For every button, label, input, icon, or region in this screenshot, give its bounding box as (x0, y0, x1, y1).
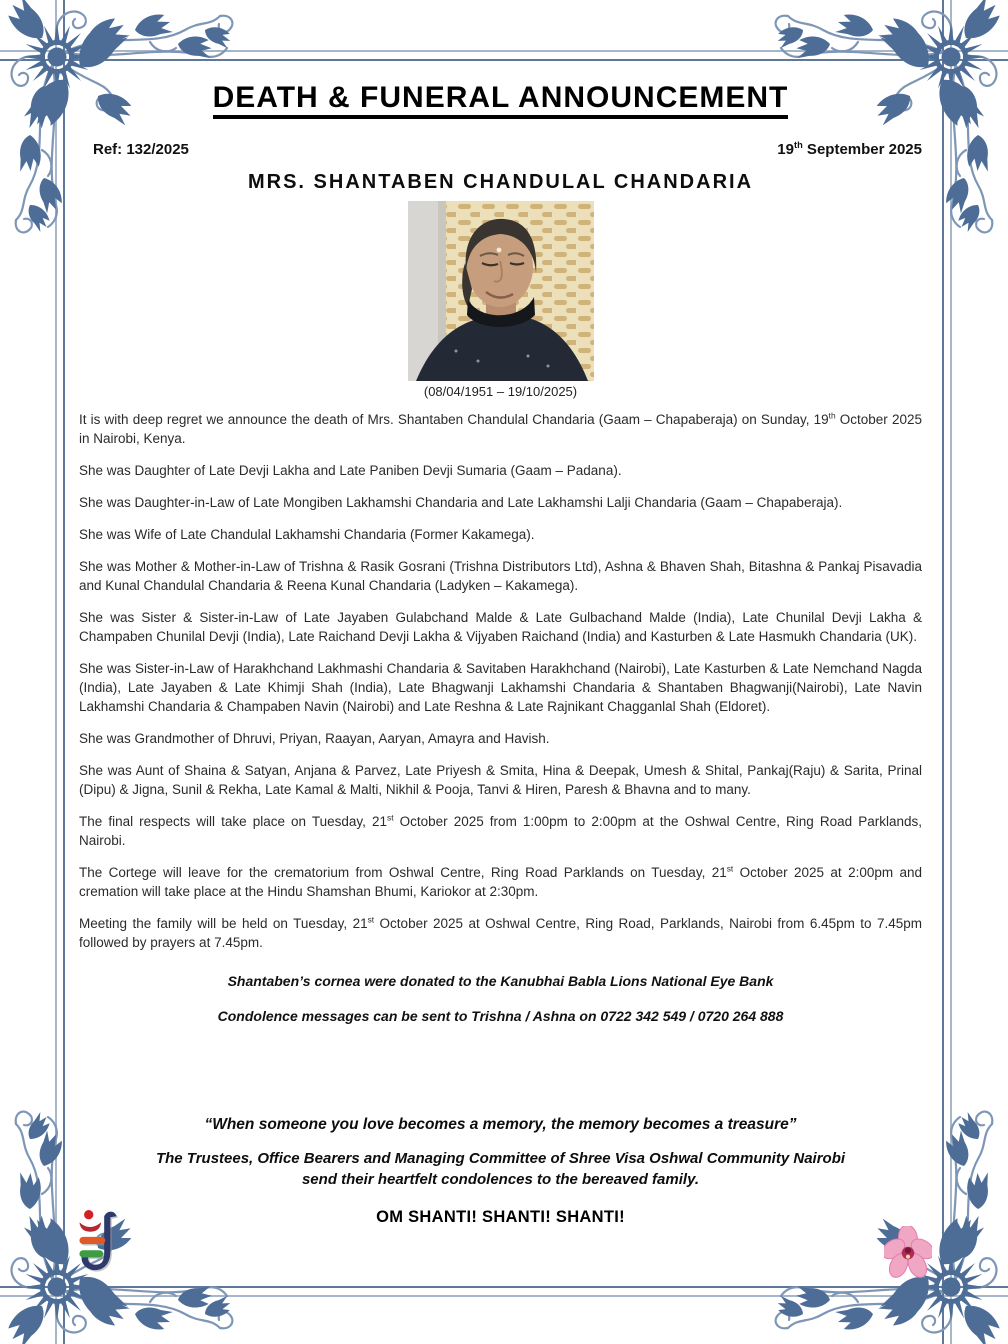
paragraph: She was Sister & Sister-in-Law of Late Jayaben Gulabchand Malde & Late Gulbachand Malde (India), Late Chunilal Devji Lakha & Champaben Chunilal Devji (India), Late Raichand Devji Lakha & Vijyaben Raichand (India) and Kasturben & Late Hasmukh Chandaria (UK). (79, 609, 922, 644)
body-paragraphs (79, 410, 922, 952)
photo-caption: (08/04/1951 – 19/10/2025) (423, 383, 578, 399)
paragraph: She was Mother & Mother-in-Law of Trishna & Rasik Gosrani (Trishna Distributors Ltd), Ashna & Bhaven Shah, Bitashna & Pankaj Pisavadia and Kunal Chandulal Chandaria & Reena Kunal Chandaria (Ladyken – Kakamega). (79, 558, 922, 593)
paragraph: She was Daughter of Late Devji Lakha and Late Paniben Devji Sumaria (Gaam – Padana). (79, 462, 622, 478)
paragraph: The final respects will take place on Tuesday, 21st October 2025 from 1:00pm to 2:00pm at the Oshwal Centre, Ring Road Parklands, Nairobi. (79, 812, 923, 848)
reference-number: Ref: 132/2025 (93, 140, 189, 158)
paragraph: She was Sister-in-Law of Harakhchand Lakhmashi Chandaria & Savitaben Harakhchand (Nairobi), Late Kasturben & Late Nemchand Nagda (India), Late Jayaben & Late Khimji Shah (India), Late Bhagwanji Lakhamshi Chandaria & Shantaben Bhagwanji(Nairobi), Late Navin Lakhamshi Chandaria & Champaben Navin (Nairobi) and Late Reshna & Late Rajnikant Chagganlal Shah (Eldoret). (79, 660, 922, 714)
paragraph: It is with deep regret we announce the death of Mrs. Shantaben Chandulal Chandaria (Gaam – Chapaberaja) on Sunday, 19th October 2025 in Nairobi, Kenya. (79, 410, 922, 446)
paragraph: Meeting the family will be held on Tuesday, 21st October 2025 at Oshwal Centre, Ring Road, Parklands, Nairobi from 6.45pm to 7.45pm followed by prayers at 7.45pm. (79, 914, 922, 950)
page-title: DEATH & FUNERAL ANNOUNCEMENT (213, 82, 789, 119)
paragraph: She was Aunt of Shaina & Satyan, Anjana & Parvez, Late Priyesh & Smita, Hina & Deepak, Umesh & Shital, Pankaj(Raju) & Sarita, Prinal (Dipu) & Jigna, Sunil & Rekha, Late Kamal & Malti, Nikhil & Pooja, Tanvi & Hiren, Paresh & Bhavna and to many. (79, 762, 922, 797)
om-shanti-chant: OM SHANTI! SHANTI! SHANTI! (376, 1207, 625, 1226)
oshwal-community-logo-icon (77, 1208, 119, 1276)
trustees-condolence: The Trustees, Office Bearers and Managing Committee of Shree Visa Oshwal Community Nairobi send their heartfelt condolences to the bereaved family. (155, 1149, 846, 1188)
paragraph: The Cortege will leave for the crematorium from Oshwal Centre, Ring Road Parklands on Tuesday, 21st October 2025 at 2:00pm and cremation will take place at the Hindu Shamshan Bhumi, Kariokor at 2:30pm. (79, 863, 922, 899)
portrait-photo (408, 201, 594, 381)
paragraph: She was Grandmother of Dhruvi, Priyan, Raayan, Aaryan, Amayra and Havish. (79, 730, 550, 746)
announcement-content (79, 0, 922, 1227)
pink-orchid-flower-icon (884, 1226, 932, 1278)
cornea-donation-note: Shantaben’s cornea were donated to the Kanubhai Babla Lions National Eye Bank (227, 972, 774, 989)
paragraph: She was Wife of Late Chandulal Lakhamshi Chandaria (Former Kakamega). (79, 526, 535, 542)
memory-quote: “When someone you love becomes a memory, the memory becomes a treasure” (204, 1115, 797, 1133)
condolence-contact-note: Condolence messages can be sent to Trishna / Ashna on 0722 342 549 / 0720 264 888 (217, 1007, 784, 1024)
issue-date: 19th September 2025 (777, 139, 922, 158)
deceased-name: MRS. SHANTABEN CHANDULAL CHANDARIA (247, 170, 754, 193)
paragraph: She was Daughter-in-Law of Late Mongiben Lakhamshi Chandaria and Late Lakhamshi Lalji Chandaria (Gaam – Chapaberaja). (79, 494, 843, 510)
